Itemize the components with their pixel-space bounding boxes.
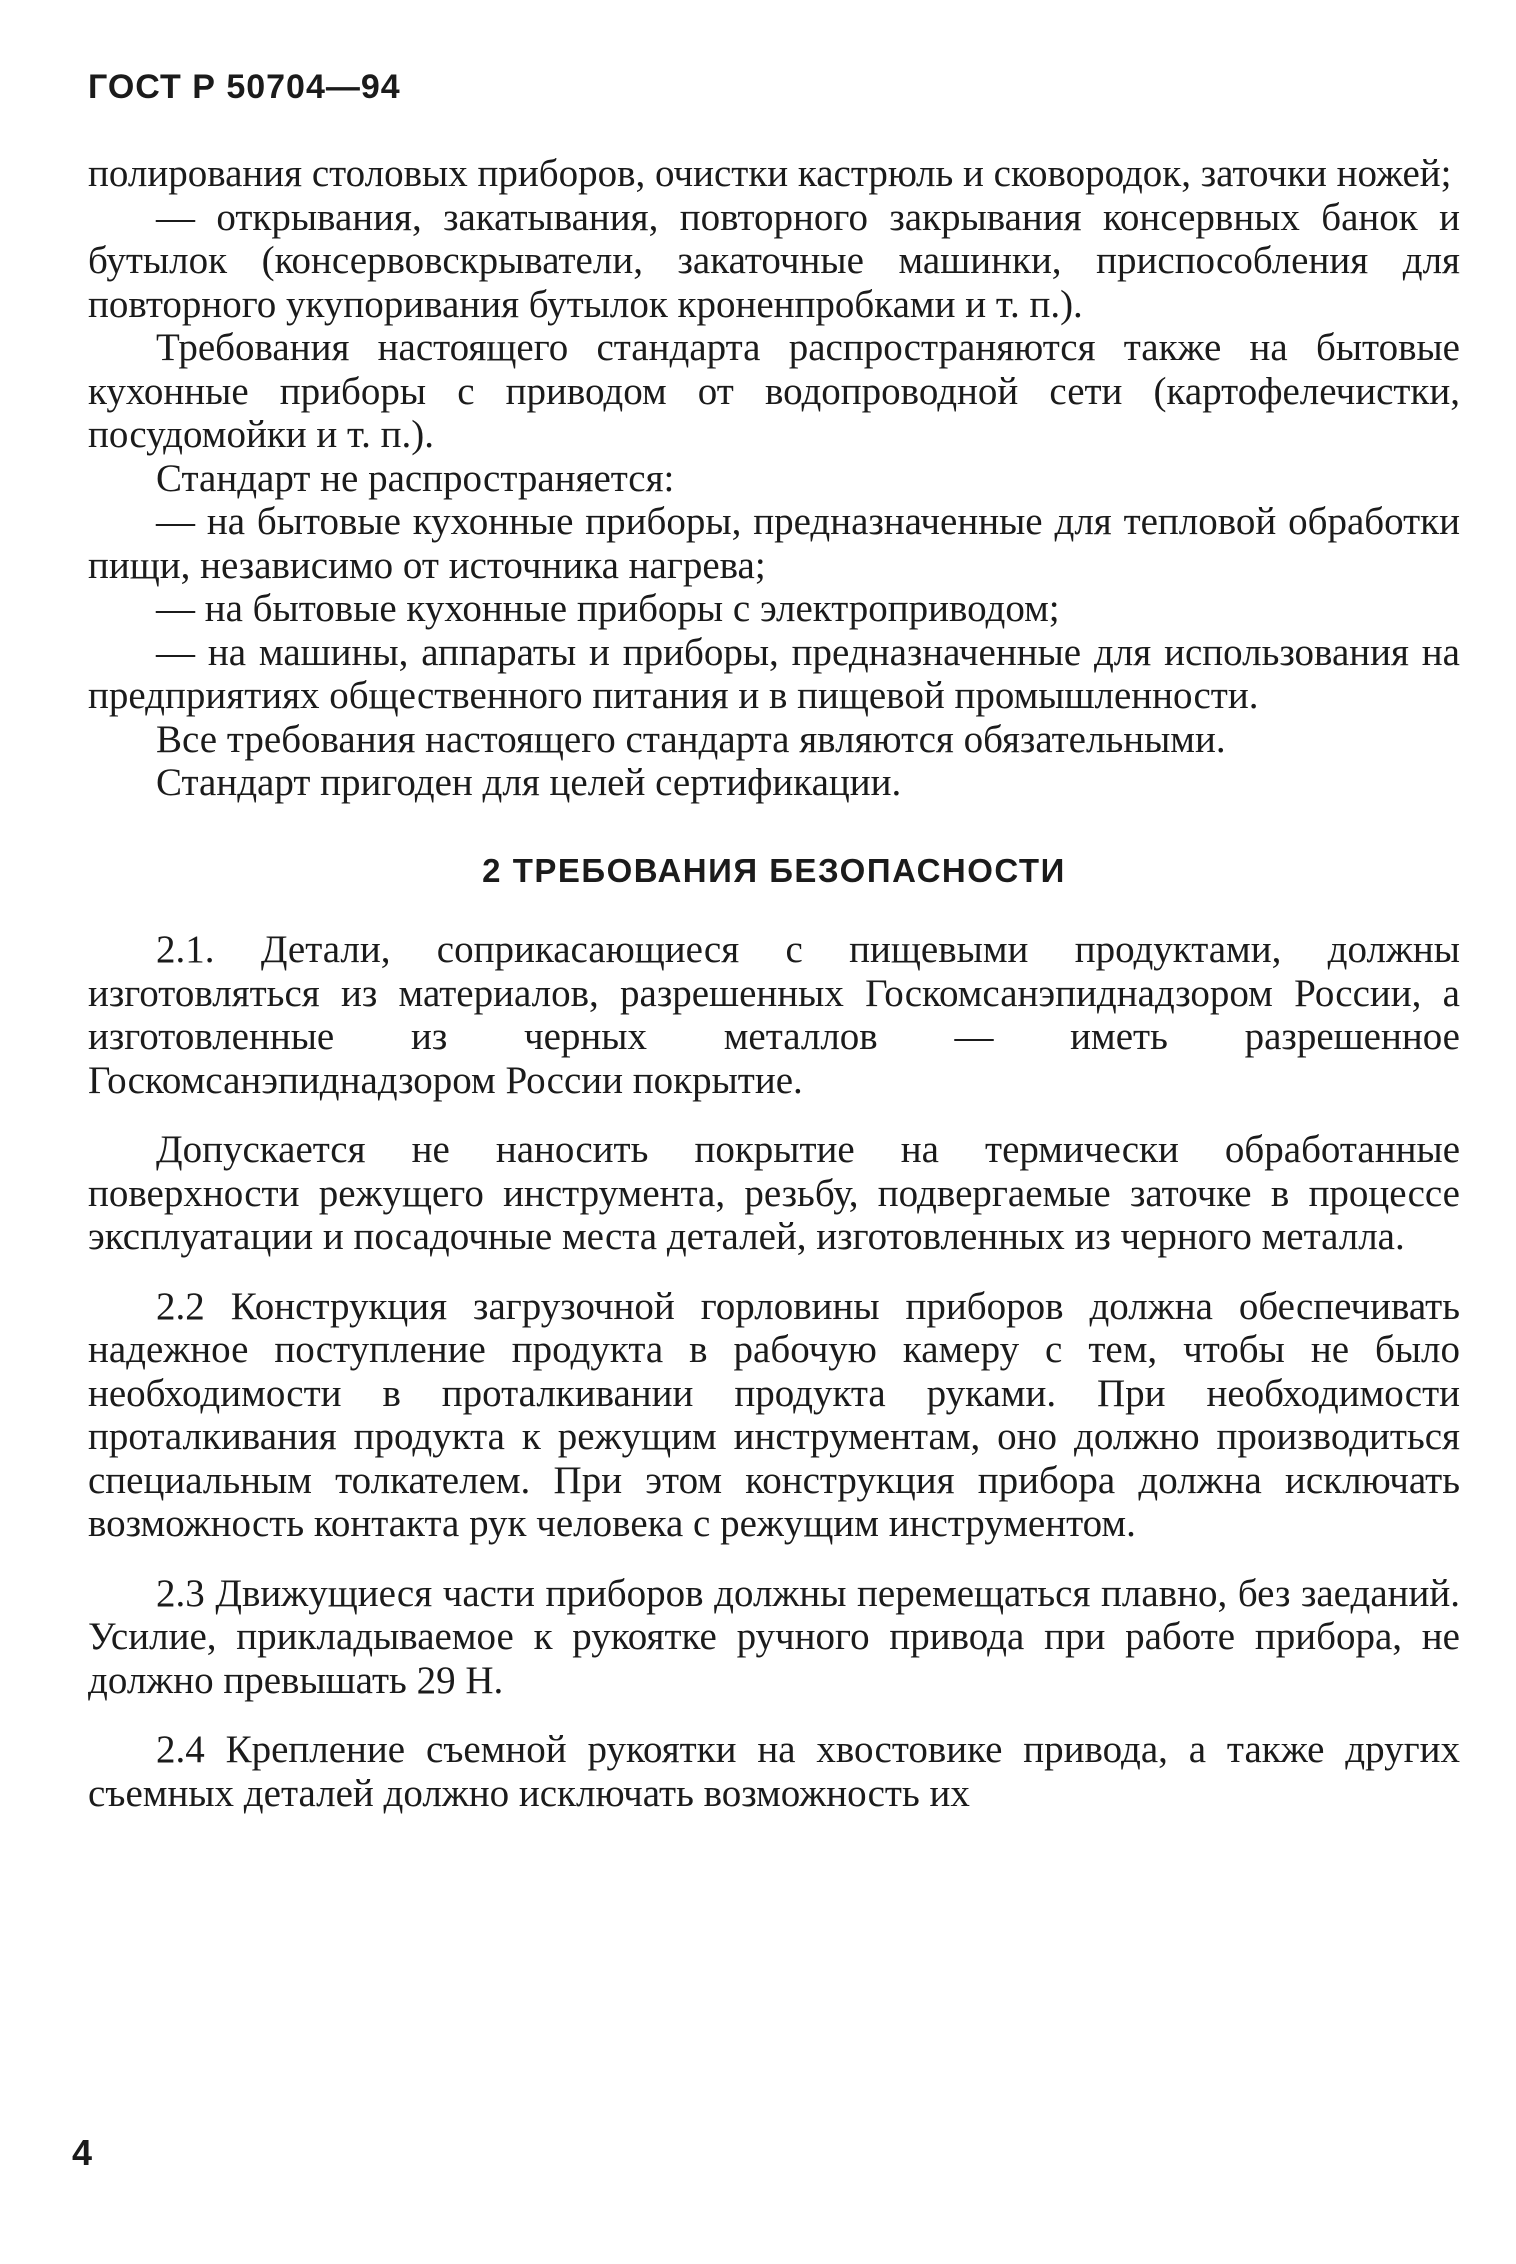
clause-2-4: 2.4 Крепление съемной рукоятки на хвостовике привода, а также других съемных деталей должно исключать возможность их [88, 1728, 1460, 1815]
paragraph: — на машины, аппараты и приборы, предназначенные для использования на предприятиях общественного питания и в пищевой промышленности. [88, 630, 1460, 717]
clause-2-3: 2.3 Движущиеся части приборов должны перемещаться плавно, без заеданий. Усилие, прикладываемое к рукоятке ручного привода при работе прибора, не должно превышать 29 Н. [88, 1571, 1460, 1702]
clause-2-2: 2.2 Конструкция загрузочной горловины приборов должна обеспечивать надежное поступление продукта в рабочую камеру с тем, чтобы не было необходимости в проталкивании продукта руками. При необходимости проталкивания продукта к режущим инструментам, оно должно производиться специальным толкателем. При этом конструкция прибора должна исключать возможность контакта рук человека с режущим инструментом. [88, 1284, 1460, 1545]
page-number: 4 [72, 2132, 93, 2173]
paragraph: Стандарт пригоден для целей сертификации. [156, 761, 902, 804]
document-code-header: ГОСТ Р 50704—94 [88, 68, 401, 106]
clause-2-1: 2.1. Детали, соприкасающиеся с пищевыми продуктами, должны изготовляться из материалов, разрешенных Госкомсанэпиднадзором России, а изготовленные из черных металлов — иметь разрешенное Госкомсанэпиднадзором России покрытие. [88, 928, 1460, 1102]
section-heading: 2 ТРЕБОВАНИЯ БЕЗОПАСНОСТИ [482, 851, 1066, 889]
paragraph: полирования столовых приборов, очистки кастрюль и сковородок, заточки ножей; [88, 152, 1452, 195]
clause-2-1-note: Допускается не наносить покрытие на термически обработанные поверхности режущего инструмента, резьбу, подвергаемые заточке в процессе эксплуатации и посадочные места деталей, изготовленных из черного металла. [88, 1128, 1460, 1258]
paragraph: — на бытовые кухонные приборы, предназначенные для тепловой обработки пищи, независимо от источника нагрева; [88, 500, 1460, 587]
paragraph: Стандарт не распространяется: [156, 456, 675, 500]
document-body [88, 152, 1460, 1815]
paragraph: — открывания, закатывания, повторного закрывания консервных банок и бутылок (консервовскрыватели, закаточные машинки, приспособления для повторного укупоривания бутылок кроненпробками и т. п.). [88, 195, 1460, 326]
paragraph: Все требования настоящего стандарта являются обязательными. [156, 717, 1226, 761]
paragraph: Требования настоящего стандарта распространяются также на бытовые кухонные приборы с приводом от водопроводной сети (картофелечистки, посудомойки и т. п.). [88, 326, 1460, 456]
paragraph: — на бытовые кухонные приборы с электроприводом; [156, 587, 1060, 630]
